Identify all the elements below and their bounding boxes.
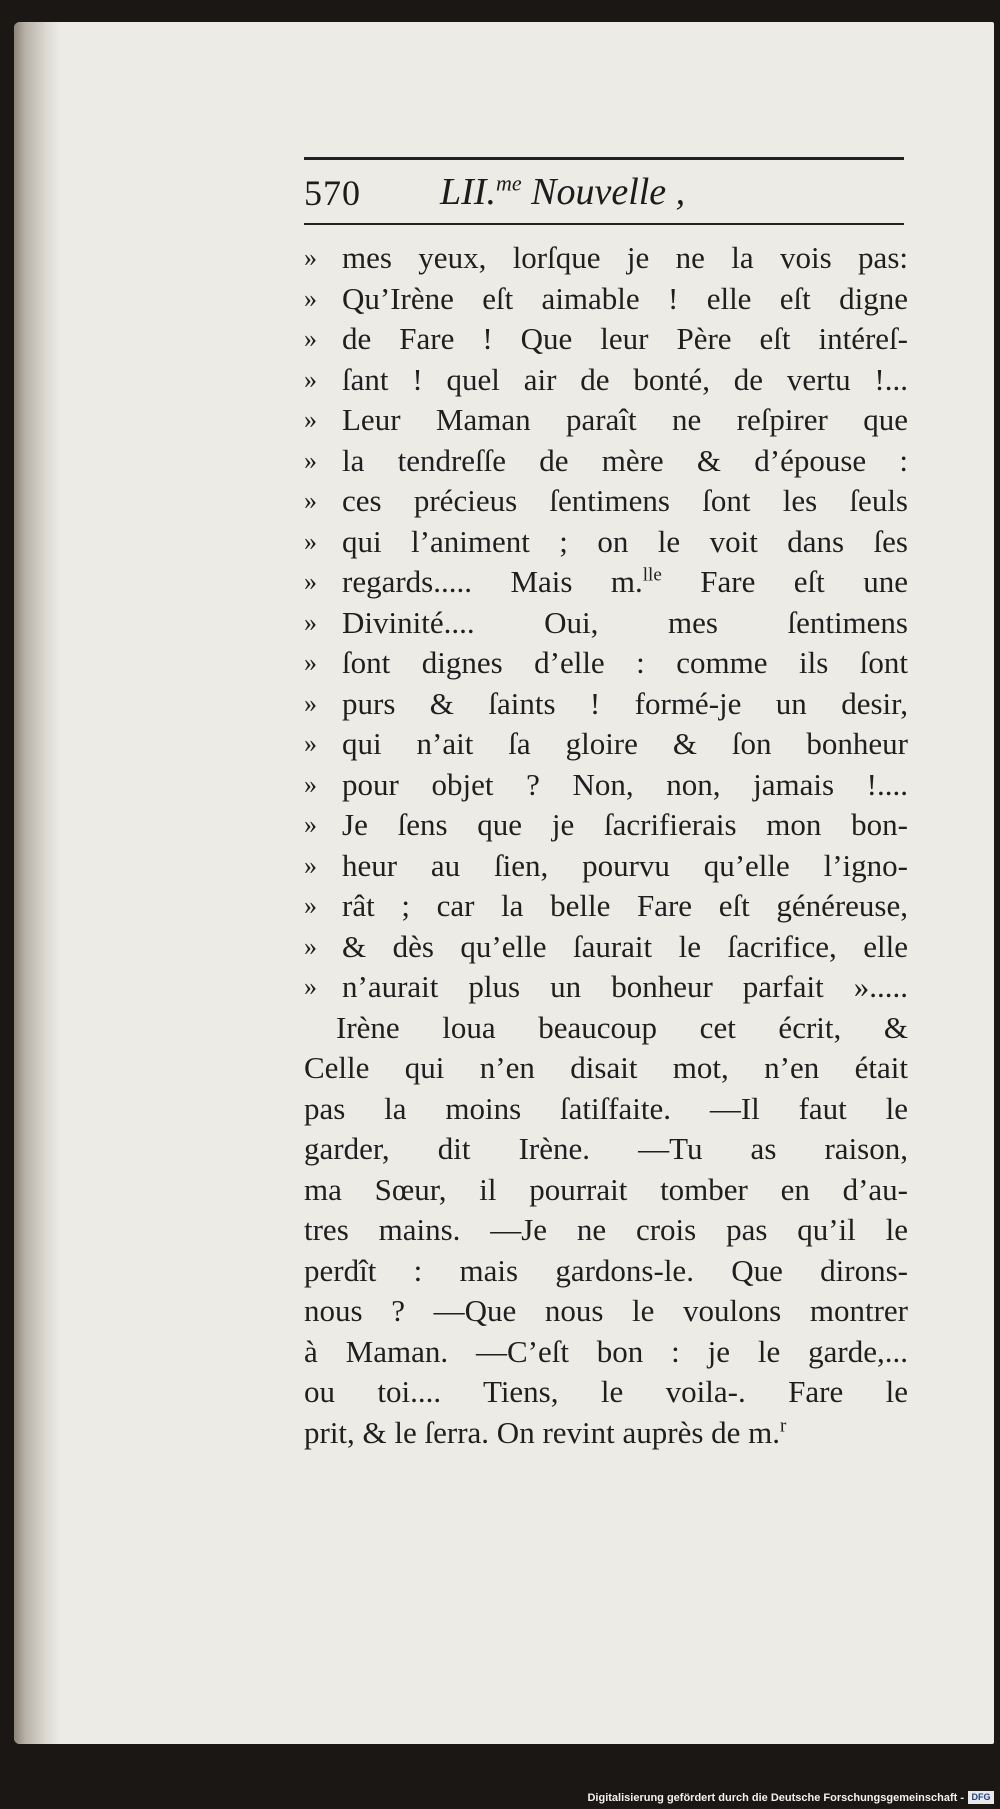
body-text (304, 238, 908, 1453)
running-title-rest: Nouvelle , (521, 171, 686, 213)
text-line (304, 1210, 908, 1251)
text-line (304, 886, 908, 927)
line-text: & dès qu’elle ſaurait le ſacrifice, elle (342, 928, 908, 964)
line-text: heur au ſien, pourvu qu’elle l’igno- (342, 847, 908, 883)
text-line (304, 1129, 908, 1170)
quotation-mark: » (304, 688, 317, 718)
text-line (304, 1291, 908, 1332)
text-line (304, 724, 908, 765)
text-line (304, 481, 908, 522)
text-line (304, 319, 908, 360)
quotation-mark: » (304, 972, 317, 1001)
line-text: pas la moins ſatiſfaite. —Il faut le (304, 1090, 908, 1126)
quotation-mark: » (304, 850, 317, 880)
running-title (440, 170, 685, 214)
line-text: rât ; car la belle Fare eſt généreuse, (342, 888, 908, 923)
line-superscript: lle (642, 564, 662, 586)
quotation-mark: » (304, 648, 317, 677)
page-number: 570 (304, 173, 361, 213)
line-text: purs & ſaints ! formé-je un desir, (342, 685, 908, 721)
line-text: Irène loua beaucoup cet écrit, & (336, 1009, 908, 1045)
text-line (304, 967, 908, 1008)
text-line (304, 400, 908, 441)
line-text: pour objet ? Non, non, jamais !.... (342, 766, 908, 802)
quotation-mark: » (304, 729, 317, 758)
digitization-credit: Digitalisierung gefördert durch die Deutsche Forschungsgemeinschaft - (587, 1792, 964, 1804)
page-gutter-shadow (14, 22, 60, 1744)
quotation-mark: » (304, 810, 317, 839)
line-text: à Maman. —C’eſt bon : je le garde,... (304, 1333, 908, 1369)
line-text: nous ? —Que nous le voulons montrer (304, 1293, 908, 1328)
text-line (304, 360, 908, 401)
text-line (304, 1413, 908, 1454)
line-text: perdît : mais gardons-le. Que dirons- (304, 1252, 908, 1288)
text-line (304, 562, 908, 603)
text-line (304, 1251, 908, 1292)
line-text: de Fare ! Que leur Père eſt intéreſ- (342, 321, 908, 356)
line-text: Leur Maman paraît ne reſpirer que (342, 402, 908, 437)
line-text: qui l’animent ; on le voit dans ſes (342, 523, 908, 559)
line-text: Je ſens que je ſacrifierais mon bon- (342, 807, 908, 842)
text-line (304, 765, 908, 806)
running-title-superscript: me (495, 170, 522, 196)
quotation-mark: » (304, 891, 317, 920)
quotation-mark: » (304, 445, 317, 475)
text-line (304, 1048, 908, 1089)
quotation-mark: » (304, 283, 317, 313)
line-text: la tendreſſe de mère & d’épouse : (342, 442, 908, 478)
text-line (304, 1372, 908, 1413)
header-rule-bottom (304, 223, 904, 225)
line-text: ſont dignes d’elle : comme ils ſont (342, 645, 908, 680)
quotation-mark: » (304, 769, 317, 799)
quotation-mark: » (304, 243, 317, 272)
quotation-mark: » (304, 364, 317, 394)
line-text: qui n’ait ſa gloire & ſon bonheur (342, 726, 908, 761)
line-text: ces précieus ſentimens ſont les ſeuls (342, 483, 908, 518)
quotation-mark: » (304, 405, 317, 434)
text-line (304, 1008, 908, 1049)
text-line (304, 1170, 908, 1211)
text-line (304, 441, 908, 482)
quotation-mark: » (304, 324, 317, 353)
line-superscript: r (780, 1415, 787, 1437)
text-line (304, 684, 908, 725)
quotation-mark: » (304, 607, 317, 637)
page-header (304, 168, 904, 220)
text-line (304, 238, 908, 279)
text-line (304, 522, 908, 563)
text-line (304, 805, 908, 846)
line-text: n’aurait plus un bonheur parfait »..... (342, 969, 908, 1004)
text-line (304, 603, 908, 644)
text-line (304, 1332, 908, 1373)
line-text: ſant ! quel air de bonté, de vertu !... (342, 361, 908, 397)
dfg-logo: DFG (968, 1791, 994, 1804)
quotation-mark: » (304, 567, 317, 596)
line-text: Celle qui n’en disait mot, n’en était (304, 1050, 908, 1085)
line-text: mes yeux, lorſque je ne la vois pas: (342, 240, 908, 275)
text-line (304, 279, 908, 320)
line-text: garder, dit Irène. —Tu as raison, (304, 1131, 908, 1166)
line-text: tres mains. —Je ne crois pas qu’il le (304, 1212, 908, 1247)
line-text: ou toi.... Tiens, le voila-. Fare le (304, 1374, 908, 1409)
line-text: ma Sœur, il pourrait tomber en d’au- (304, 1171, 908, 1207)
quotation-mark: » (304, 486, 317, 515)
quotation-mark: » (304, 931, 317, 961)
line-text: regards..... Mais m. (342, 564, 643, 599)
header-rule-top (304, 157, 904, 160)
text-line (304, 1089, 908, 1130)
text-line (304, 846, 908, 887)
line-text: Qu’Irène eſt aimable ! elle eſt digne (342, 280, 908, 316)
line-text-continued: Fare eſt une (661, 564, 909, 599)
text-line (304, 927, 908, 968)
running-title-main: LII. (440, 171, 496, 213)
line-text: prit, & le ſerra. On revint auprès de m. (304, 1414, 781, 1450)
quotation-mark: » (304, 526, 317, 556)
line-text: Divinité.... Oui, mes ſentimens (342, 604, 908, 640)
text-line (304, 643, 908, 684)
